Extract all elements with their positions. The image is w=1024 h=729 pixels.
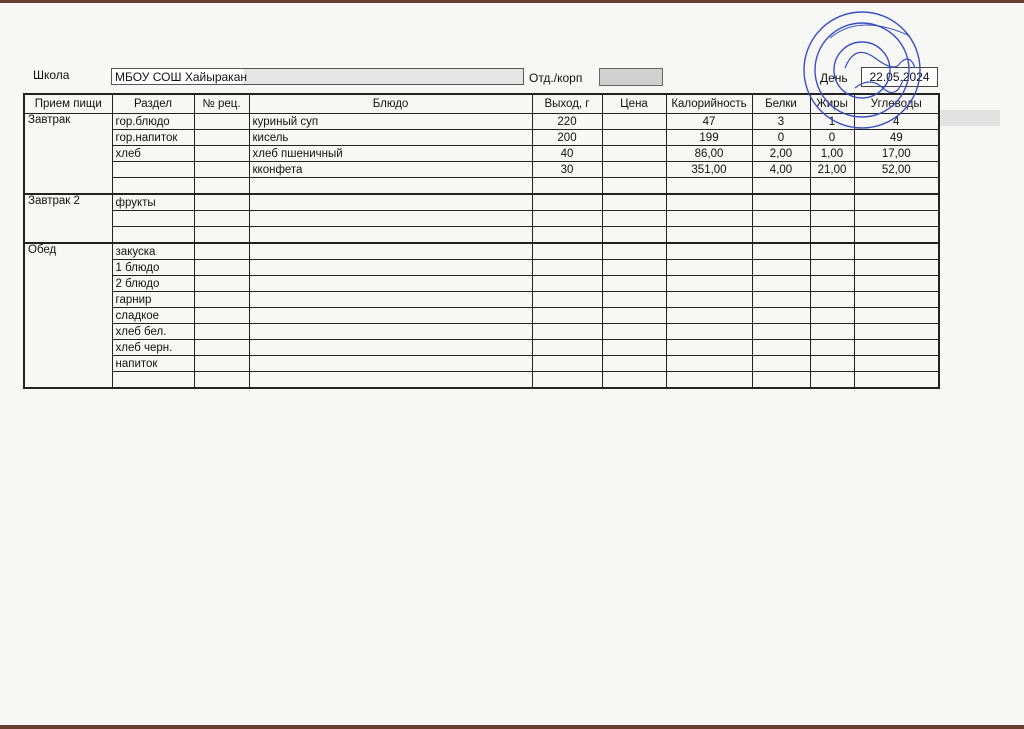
cell-dish (249, 340, 532, 356)
cell-section: закуска (112, 243, 194, 260)
cell-kcal (666, 260, 752, 276)
cell-kcal (666, 178, 752, 195)
cell-fat (810, 194, 854, 211)
cell-dish (249, 308, 532, 324)
cell-recipe (194, 372, 249, 389)
cell-price (602, 372, 666, 389)
cell-dish: куриный суп (249, 114, 532, 130)
cell-fat (810, 356, 854, 372)
cell-recipe (194, 308, 249, 324)
cell-output (532, 372, 602, 389)
cell-recipe (194, 162, 249, 178)
cell-price (602, 194, 666, 211)
col-header: Цена (602, 94, 666, 114)
cell-section (112, 178, 194, 195)
cell-protein (752, 227, 810, 244)
col-header: Блюдо (249, 94, 532, 114)
cell-recipe (194, 146, 249, 162)
cell-carbs (854, 340, 939, 356)
cell-price (602, 178, 666, 195)
cell-recipe (194, 211, 249, 227)
cell-protein (752, 194, 810, 211)
cell-carbs (854, 243, 939, 260)
cell-output (532, 227, 602, 244)
cell-kcal (666, 372, 752, 389)
col-header: Выход, г (532, 94, 602, 114)
cell-price (602, 162, 666, 178)
table-row (24, 260, 939, 276)
cell-fat: 21,00 (810, 162, 854, 178)
official-stamp (800, 8, 925, 133)
day-label: День (820, 71, 848, 85)
cell-protein (752, 308, 810, 324)
cell-dish: кконфета (249, 162, 532, 178)
cell-protein (752, 340, 810, 356)
cell-section (112, 372, 194, 389)
cell-dish (249, 211, 532, 227)
cell-protein: 3 (752, 114, 810, 130)
cell-carbs: 4 (854, 114, 939, 130)
cell-output (532, 194, 602, 211)
table-row (24, 324, 939, 340)
bottom-edge (0, 725, 1024, 729)
cell-dish (249, 276, 532, 292)
cell-kcal (666, 243, 752, 260)
cell-recipe (194, 292, 249, 308)
cell-recipe (194, 227, 249, 244)
table-row (24, 356, 939, 372)
cell-carbs: 17,00 (854, 146, 939, 162)
cell-recipe (194, 260, 249, 276)
cell-protein (752, 211, 810, 227)
cell-protein (752, 372, 810, 389)
col-header: Углеводы (854, 94, 939, 114)
cell-output: 220 (532, 114, 602, 130)
cell-kcal (666, 340, 752, 356)
school-field: МБОУ СОШ Хайыракан (111, 68, 524, 85)
cell-dish (249, 260, 532, 276)
shaded-area (940, 110, 1000, 126)
cell-fat (810, 211, 854, 227)
cell-recipe (194, 356, 249, 372)
cell-carbs (854, 227, 939, 244)
col-header: № рец. (194, 94, 249, 114)
cell-output (532, 260, 602, 276)
cell-price (602, 146, 666, 162)
cell-kcal: 86,00 (666, 146, 752, 162)
dept-field (599, 68, 663, 86)
cell-protein (752, 260, 810, 276)
cell-carbs (854, 211, 939, 227)
cell-protein (752, 292, 810, 308)
cell-kcal (666, 308, 752, 324)
cell-fat (810, 276, 854, 292)
table-row (24, 308, 939, 324)
cell-output (532, 211, 602, 227)
cell-protein: 0 (752, 130, 810, 146)
cell-carbs: 49 (854, 130, 939, 146)
cell-carbs (854, 194, 939, 211)
cell-dish (249, 178, 532, 195)
cell-section (112, 211, 194, 227)
table-row (24, 243, 939, 260)
cell-recipe (194, 178, 249, 195)
cell-fat (810, 372, 854, 389)
day-field: 22.05.2024 (861, 67, 938, 87)
cell-carbs (854, 308, 939, 324)
cell-price (602, 130, 666, 146)
cell-dish: хлеб пшеничный (249, 146, 532, 162)
cell-kcal (666, 227, 752, 244)
school-label: Школа (33, 68, 70, 82)
cell-carbs (854, 324, 939, 340)
cell-protein (752, 178, 810, 195)
table-row (24, 146, 939, 162)
cell-dish: кисель (249, 130, 532, 146)
cell-output (532, 292, 602, 308)
cell-kcal: 199 (666, 130, 752, 146)
cell-protein (752, 243, 810, 260)
table-row (24, 227, 939, 244)
table-row (24, 178, 939, 195)
cell-price (602, 356, 666, 372)
cell-output (532, 308, 602, 324)
cell-recipe (194, 130, 249, 146)
table-row (24, 372, 939, 389)
cell-section: хлеб черн. (112, 340, 194, 356)
cell-recipe (194, 243, 249, 260)
cell-dish (249, 356, 532, 372)
cell-price (602, 340, 666, 356)
cell-dish (249, 194, 532, 211)
cell-section: хлеб бел. (112, 324, 194, 340)
cell-protein (752, 276, 810, 292)
cell-carbs (854, 372, 939, 389)
cell-section (112, 227, 194, 244)
cell-kcal (666, 276, 752, 292)
cell-recipe (194, 276, 249, 292)
table-row (24, 340, 939, 356)
cell-price (602, 243, 666, 260)
col-header: Раздел (112, 94, 194, 114)
cell-fat (810, 340, 854, 356)
cell-section (112, 162, 194, 178)
cell-dish (249, 243, 532, 260)
cell-output: 40 (532, 146, 602, 162)
cell-dish (249, 372, 532, 389)
cell-dish (249, 324, 532, 340)
cell-recipe (194, 340, 249, 356)
cell-output (532, 276, 602, 292)
cell-fat (810, 178, 854, 195)
cell-protein: 4,00 (752, 162, 810, 178)
cell-fat (810, 227, 854, 244)
cell-kcal: 351,00 (666, 162, 752, 178)
cell-output: 30 (532, 162, 602, 178)
cell-carbs (854, 292, 939, 308)
table-row (24, 292, 939, 308)
cell-section: гор.блюдо (112, 114, 194, 130)
meal-cell: Завтрак 2 (24, 194, 112, 243)
cell-price (602, 276, 666, 292)
menu-table (23, 93, 940, 389)
cell-protein: 2,00 (752, 146, 810, 162)
cell-section: напиток (112, 356, 194, 372)
cell-fat (810, 324, 854, 340)
cell-protein (752, 356, 810, 372)
cell-dish (249, 227, 532, 244)
cell-output (532, 356, 602, 372)
cell-section: 1 блюдо (112, 260, 194, 276)
cell-price (602, 114, 666, 130)
cell-dish (249, 292, 532, 308)
cell-kcal (666, 324, 752, 340)
cell-carbs (854, 356, 939, 372)
cell-price (602, 308, 666, 324)
cell-output (532, 324, 602, 340)
cell-carbs (854, 276, 939, 292)
meal-cell: Завтрак (24, 114, 112, 195)
col-header: Жиры (810, 94, 854, 114)
cell-recipe (194, 194, 249, 211)
cell-price (602, 260, 666, 276)
cell-fat: 1,00 (810, 146, 854, 162)
cell-fat (810, 292, 854, 308)
cell-carbs: 52,00 (854, 162, 939, 178)
meal-cell: Обед (24, 243, 112, 388)
col-header: Калорийность (666, 94, 752, 114)
cell-section: хлеб (112, 146, 194, 162)
cell-price (602, 324, 666, 340)
col-header: Прием пищи (24, 94, 112, 114)
col-header: Белки (752, 94, 810, 114)
cell-recipe (194, 114, 249, 130)
cell-kcal (666, 356, 752, 372)
cell-output: 200 (532, 130, 602, 146)
cell-section: гарнир (112, 292, 194, 308)
cell-kcal (666, 211, 752, 227)
cell-price (602, 227, 666, 244)
table-row (24, 194, 939, 211)
cell-fat (810, 243, 854, 260)
cell-section: фрукты (112, 194, 194, 211)
table-row (24, 162, 939, 178)
cell-recipe (194, 324, 249, 340)
cell-carbs (854, 178, 939, 195)
cell-fat: 1 (810, 114, 854, 130)
table-row (24, 211, 939, 227)
cell-protein (752, 324, 810, 340)
cell-output (532, 243, 602, 260)
cell-kcal (666, 292, 752, 308)
cell-fat (810, 308, 854, 324)
cell-section: 2 блюдо (112, 276, 194, 292)
cell-kcal (666, 194, 752, 211)
dept-label: Отд./корп (529, 71, 583, 85)
cell-price (602, 211, 666, 227)
cell-kcal: 47 (666, 114, 752, 130)
cell-output (532, 340, 602, 356)
cell-price (602, 292, 666, 308)
cell-fat (810, 260, 854, 276)
table-row (24, 276, 939, 292)
cell-section: гор.напиток (112, 130, 194, 146)
cell-output (532, 178, 602, 195)
cell-fat: 0 (810, 130, 854, 146)
cell-carbs (854, 260, 939, 276)
cell-section: сладкое (112, 308, 194, 324)
